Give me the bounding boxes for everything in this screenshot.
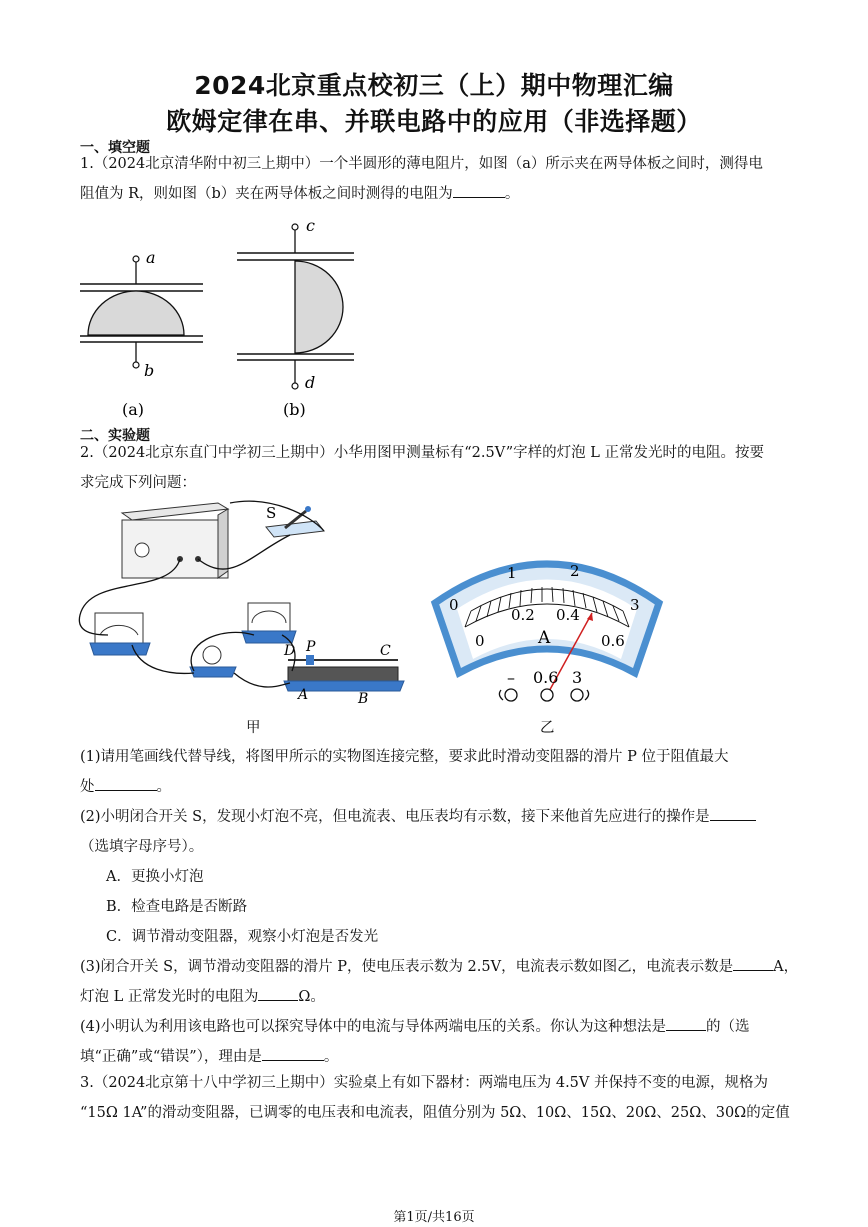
label-b: b <box>144 361 155 380</box>
q1-line2-text: 阻值为 R，则如图（b）夹在两导体板之间时测得的电阻为 <box>80 186 453 202</box>
terminal-label-3: 3 <box>572 668 583 687</box>
voltmeter-device <box>242 603 296 643</box>
q1-line1: 1.（2024北京清华附中初三上期中）一个半圆形的薄电阻片，如图（a）所示夹在两导体板之间时，测得电 <box>80 156 763 172</box>
section-heading-fill-in: 一、填空题 <box>80 140 150 156</box>
sub4-text2: 填“正确”或“错误”），理由是 <box>80 1049 262 1065</box>
scale-bottom-3: 0.6 <box>601 632 625 650</box>
caption-b: (b) <box>283 400 306 419</box>
q1-figure <box>70 212 370 422</box>
semicircle-resistor-a <box>88 291 184 335</box>
terminal-d-icon <box>292 383 298 389</box>
sub3-text: (3)闭合开关 S，调节滑动变阻器的滑片 P，使电压表示数为 2.5V，电流表示数如图乙，电流表示数是 <box>80 959 734 975</box>
page-subtitle: 欧姆定律在串、并联电路中的应用（非选择题） <box>166 107 702 136</box>
terminal-icon <box>571 689 583 701</box>
answer-blank[interactable] <box>95 776 157 791</box>
sub4-text-end: 的（选 <box>706 1019 750 1035</box>
answer-blank[interactable] <box>710 806 756 821</box>
terminal-a-icon <box>133 256 139 262</box>
meter-unit: A <box>538 628 551 648</box>
switch <box>266 504 324 537</box>
terminal-label-0.6: 0.6 <box>533 668 559 687</box>
label-C: C <box>380 643 391 659</box>
sub4-text: (4)小明认为利用该电路也可以探究导体中的电流与导体两端电压的关系。你认为这种想法是 <box>80 1019 667 1035</box>
figure-a <box>80 248 203 419</box>
terminal-icon <box>505 689 517 701</box>
answer-blank[interactable] <box>666 1016 706 1031</box>
page-title: 2024北京重点校初三（上）期中物理汇编 <box>194 71 674 100</box>
section-heading-experiment: 二、实验题 <box>80 428 150 444</box>
scale-top-0: 0 <box>449 596 459 614</box>
page-footer: 第1页/共16页 <box>393 1210 475 1225</box>
label-d: d <box>305 373 316 392</box>
sub3-line2 <box>80 982 800 1012</box>
q1-line2 <box>80 179 800 209</box>
rheostat <box>283 639 404 707</box>
caption-a: (a) <box>122 400 145 419</box>
answer-blank[interactable] <box>262 1046 324 1061</box>
option-c: C．调节滑动变阻器，观察小灯泡是否发光 <box>106 929 379 945</box>
scale-top-3: 3 <box>630 596 640 614</box>
label-S: S <box>266 504 277 522</box>
label-B: B <box>358 691 369 707</box>
answer-blank[interactable] <box>453 183 505 198</box>
sub3-line1 <box>80 952 800 982</box>
q2-subquestions <box>80 742 800 1072</box>
sub3-unit: A， <box>773 959 799 975</box>
q2-line1: 2.（2024北京东直门中学初三上期中）小华用图甲测量标有“2.5V”字样的灯泡 L 正常发光时的电阻。按要 <box>80 445 764 461</box>
sub1-line1: (1)请用笔画线代替导线，将图甲所示的实物图连接完整，要求此时滑动变阻器的滑片 P 位于阻值最大 <box>80 749 729 765</box>
label-a: a <box>146 248 156 267</box>
scale-bottom-0: 0 <box>475 632 485 650</box>
figure-caption-yi: 乙 <box>540 720 555 736</box>
question-2 <box>80 438 800 498</box>
sub4-end: 。 <box>323 1049 339 1065</box>
terminal-icon <box>541 689 553 701</box>
semicircle-resistor-b <box>295 261 343 353</box>
scale-top-2: 2 <box>570 562 580 580</box>
sub1-line2 <box>80 772 800 802</box>
q1-line2-end: 。 <box>504 186 520 202</box>
scale-bottom-2: 0.4 <box>556 606 580 624</box>
ammeter-figure-yi <box>425 545 665 740</box>
question-3 <box>80 1068 800 1128</box>
lamp <box>190 646 236 677</box>
sub2-text: (2)小明闭合开关 S，发现小灯泡不亮，但电流表、电压表均有示数，接下来他首先应进行的操作是 <box>80 809 710 825</box>
answer-blank[interactable] <box>733 956 773 971</box>
sub3-unit2: Ω。 <box>298 989 325 1005</box>
option-b: B．检查电路是否断路 <box>106 899 248 915</box>
sub2-line2: （选填字母序号）。 <box>80 839 204 855</box>
sub3-text2: 灯泡 L 正常发光时的电阻为 <box>80 989 259 1005</box>
sub2-line1 <box>80 802 800 832</box>
q2-line2: 求完成下列问题： <box>80 475 196 491</box>
label-c: c <box>306 216 315 235</box>
label-A: A <box>298 687 309 703</box>
circuit-figure-jia <box>70 495 410 740</box>
sub1-end: 。 <box>156 779 171 795</box>
sub1-text: 处 <box>80 779 95 795</box>
scale-bottom-1: 0.2 <box>511 606 535 624</box>
answer-blank[interactable] <box>258 986 298 1001</box>
terminal-label-neg: – <box>507 668 515 687</box>
question-1 <box>80 149 800 209</box>
terminal-b-icon <box>133 362 139 368</box>
terminal-c-icon <box>292 224 298 230</box>
knob-icon <box>135 543 149 557</box>
figure-caption-jia: 甲 <box>246 720 261 736</box>
scale-top-1: 1 <box>507 564 517 582</box>
label-D: D <box>284 643 296 659</box>
sub4-line1 <box>80 1012 800 1042</box>
option-a: A．更换小灯泡 <box>106 869 204 885</box>
label-P: P <box>306 639 316 655</box>
figure-b <box>237 216 354 419</box>
q3-line1: 3.（2024北京第十八中学初三上期中）实验桌上有如下器材：两端电压为 4.5V 并保持不变的电源，规格为 <box>80 1075 768 1091</box>
q3-line2: “15Ω 1A”的滑动变阻器，已调零的电压表和电流表，阻值分别为 5Ω、10Ω、15Ω、20Ω、25Ω、30Ω的定值 <box>80 1105 790 1121</box>
